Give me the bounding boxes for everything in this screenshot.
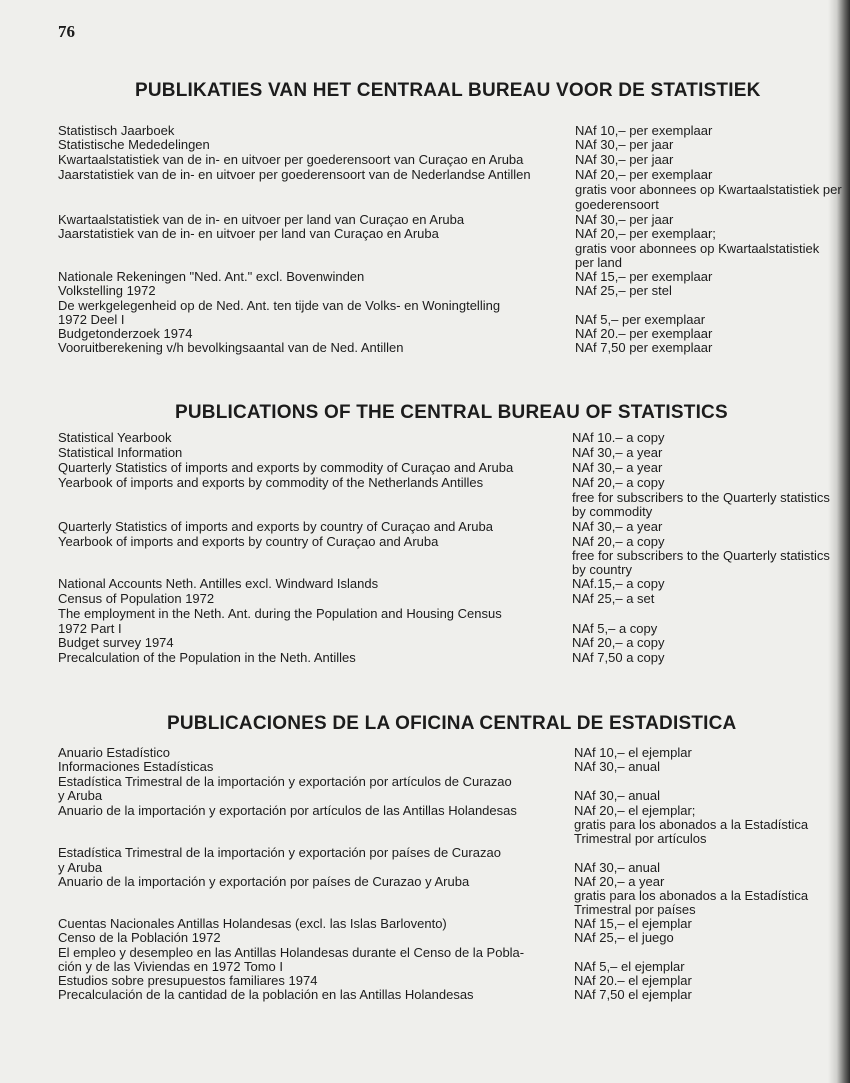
publication-price: NAf 25,– per stel <box>575 283 672 298</box>
publication-title: Anuario de la importación y exportación por artículos de las Antillas Holandesas <box>58 803 517 818</box>
publication-title: Statistical Yearbook <box>58 430 172 445</box>
publication-title: Precalculation of the Population in the Neth. Antilles <box>58 650 356 665</box>
publication-price: NAf 7,50 el ejemplar <box>574 987 692 1002</box>
publication-title: Cuentas Nacionales Antillas Holandesas (excl. las Islas Barlovento) <box>58 916 447 931</box>
publication-title: Estudios sobre presupuestos familiares 1974 <box>58 973 318 988</box>
publication-title: Kwartaalstatistiek van de in- en uitvoer per goederensoort van Curaçao en Aruba <box>58 152 524 167</box>
publication-price: NAf.15,– a copy <box>572 576 665 591</box>
publication-price: NAf 20,– a year <box>574 874 665 889</box>
publication-title: The employment in the Neth. Ant. during the Population and Housing Census <box>58 606 502 621</box>
publication-title: Quarterly Statistics of imports and exports by country of Curaçao and Aruba <box>58 519 493 534</box>
publication-price: NAf 30,– per jaar <box>575 212 674 227</box>
publication-title: Estadística Trimestral de la importación y exportación por países de Curazao <box>58 845 501 860</box>
publication-price: NAf 5,– a copy <box>572 621 658 636</box>
publication-title: El empleo y desempleo en las Antillas Holandesas durante el Censo de la Pobla- <box>58 945 525 960</box>
publication-price: NAf 20,– a copy <box>572 635 665 650</box>
heading-dutch: PUBLIKATIES VAN HET CENTRAAL BUREAU VOOR DE STATISTIEK <box>135 80 761 101</box>
publication-title: Statistical Information <box>58 445 183 460</box>
publication-price: NAf 15,– el ejemplar <box>574 916 692 931</box>
publication-title: Yearbook of imports and exports by country of Curaçao and Aruba <box>58 534 439 549</box>
publication-title: Estadística Trimestral de la importación y exportación por artículos de Curazao <box>58 774 512 789</box>
publication-price: by commodity <box>572 504 653 519</box>
page-number: 76 <box>58 22 75 41</box>
publication-price: NAf 5,– per exemplaar <box>575 312 706 327</box>
heading-spanish: PUBLICACIONES DE LA OFICINA CENTRAL DE ESTADISTICA <box>167 713 737 734</box>
publication-price: NAf 20,– a copy <box>572 534 665 549</box>
publication-title: Jaarstatistiek van de in- en uitvoer per land van Curaçao en Aruba <box>58 226 439 241</box>
publication-title: y Aruba <box>58 788 103 803</box>
publication-title: 1972 Part I <box>58 621 122 636</box>
publication-title: Vooruitberekening v/h bevolkingsaantal van de Ned. Antillen <box>58 340 404 355</box>
page-binding-edge <box>828 0 850 1083</box>
publication-title: 1972 Deel I <box>58 312 125 327</box>
publication-price: NAf 20,– per exemplaar <box>575 167 713 182</box>
publication-price: NAf 7,50 a copy <box>572 650 665 665</box>
publication-price: Trimestral por países <box>574 902 696 917</box>
publication-price: gratis voor abonnees op Kwartaalstatistiek per <box>575 182 842 197</box>
publication-price: NAf 30,– per jaar <box>575 137 674 152</box>
publication-title: Censo de la Población 1972 <box>58 930 221 945</box>
publication-price: NAf 30,– a year <box>572 445 663 460</box>
publication-price: NAf 30,– anual <box>574 788 661 803</box>
publication-title: Kwartaalstatistiek van de in- en uitvoer per land van Curaçao en Aruba <box>58 212 465 227</box>
publication-price: Trimestral por artículos <box>574 831 707 846</box>
publication-price: NAf 25,– a set <box>572 591 655 606</box>
publication-title: Budget survey 1974 <box>58 635 174 650</box>
publication-title: Informaciones Estadísticas <box>58 759 214 774</box>
publication-price: NAf 20,– per exemplaar; <box>575 226 716 241</box>
publication-title: Nationale Rekeningen "Ned. Ant." excl. Bovenwinden <box>58 269 365 284</box>
publication-price: NAf 20,– a copy <box>572 475 665 490</box>
publication-price: NAf 10,– el ejemplar <box>574 745 692 760</box>
publication-price: NAf 10.– a copy <box>572 430 665 445</box>
publication-price: NAf 15,– per exemplaar <box>575 269 713 284</box>
publication-title: Yearbook of imports and exports by commodity of the Netherlands Antilles <box>58 475 484 490</box>
publication-price: by country <box>572 562 632 577</box>
publication-price: NAf 20.– per exemplaar <box>575 326 713 341</box>
heading-english: PUBLICATIONS OF THE CENTRAL BUREAU OF STATISTICS <box>175 402 728 423</box>
publication-title: Quarterly Statistics of imports and exports by commodity of Curaçao and Aruba <box>58 460 514 475</box>
publication-price: NAf 30,– a year <box>572 460 663 475</box>
publication-title: ción y de las Viviendas en 1972 Tomo I <box>58 959 283 974</box>
publication-price: gratis para los abonados a la Estadística <box>574 888 809 903</box>
publication-title: Anuario de la importación y exportación por países de Curazao y Aruba <box>58 874 470 889</box>
publication-title: Census of Population 1972 <box>58 591 215 606</box>
publication-price: gratis para los abonados a la Estadística <box>574 817 809 832</box>
publication-price: NAf 30,– anual <box>574 860 661 875</box>
publication-price: free for subscribers to the Quarterly statistics <box>572 548 830 563</box>
publication-title: y Aruba <box>58 860 103 875</box>
publication-price: NAf 30,– a year <box>572 519 663 534</box>
publication-price: NAf 25,– el juego <box>574 930 674 945</box>
publication-title: De werkgelegenheid op de Ned. Ant. ten tijde van de Volks- en Woningtelling <box>58 298 501 313</box>
publication-title: Jaarstatistiek van de in- en uitvoer per goederensoort van de Nederlandse Antillen <box>58 167 531 182</box>
publication-title: Budgetonderzoek 1974 <box>58 326 193 341</box>
publication-price: free for subscribers to the Quarterly statistics <box>572 490 830 505</box>
publication-title: Volkstelling 1972 <box>58 283 156 298</box>
publication-price: NAf 20.– el ejemplar <box>574 973 692 988</box>
publication-title: Precalculación de la cantidad de la población en las Antillas Holandesas <box>58 987 474 1002</box>
publication-price: NAf 5,– el ejemplar <box>574 959 685 974</box>
publication-price: NAf 30,– per jaar <box>575 152 674 167</box>
publication-price: per land <box>575 255 622 270</box>
publication-price: NAf 20,– el ejemplar; <box>574 803 696 818</box>
publication-title: Anuario Estadístico <box>58 745 171 760</box>
publication-title: National Accounts Neth. Antilles excl. Windward Islands <box>58 576 379 591</box>
publication-price: NAf 10,– per exemplaar <box>575 123 713 138</box>
publication-price: NAf 7,50 per exemplaar <box>575 340 713 355</box>
publication-title: Statistisch Jaarboek <box>58 123 175 138</box>
publication-price: NAf 30,– anual <box>574 759 661 774</box>
publication-price: goederensoort <box>575 197 659 212</box>
publication-title: Statistische Mededelingen <box>58 137 210 152</box>
publication-price: gratis voor abonnees op Kwartaalstatistiek <box>575 241 820 256</box>
